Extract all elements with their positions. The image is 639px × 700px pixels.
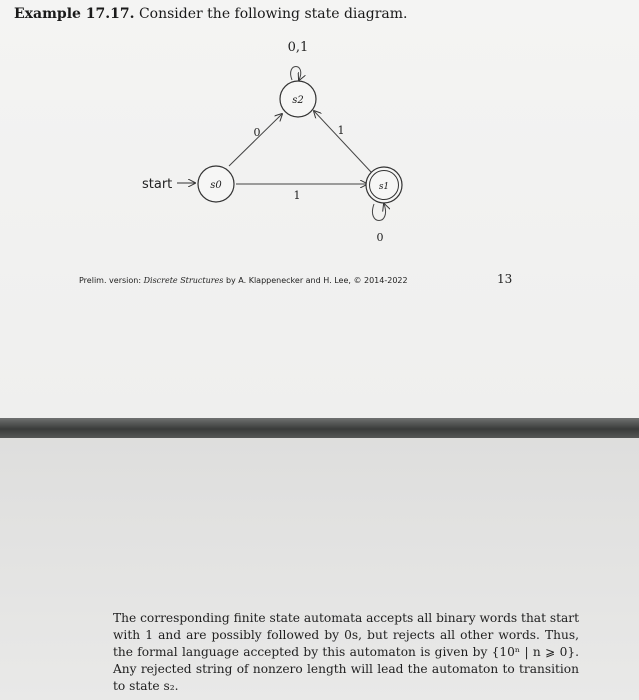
body-paragraph: The corresponding finite state automata accepts all binary words that start with 1 and are possibly followed by 0s, but rejects all other words. Thus, the formal language accepted by this automaton is given by {10ⁿ | n ⩾ 0}. Any rejected string of nonzero length will lead the automaton to transition to state s₂. — [113, 611, 579, 693]
loop-s1-label: 0 — [376, 231, 384, 244]
loop-s2-label: 0,1 — [287, 40, 309, 55]
state-s1-label: s1 — [378, 182, 390, 192]
loop-s2 — [291, 67, 301, 81]
example-label: Example 17.17. — [14, 6, 135, 22]
edge-s0-s2 — [229, 114, 282, 166]
page-divider-bar — [0, 418, 639, 438]
edge-s1-s2 — [314, 111, 371, 172]
running-footer — [79, 276, 408, 285]
footer-book-title: Discrete Structures — [143, 276, 224, 285]
start-label: start — [142, 177, 173, 192]
edge-s1-s2-label: 1 — [337, 124, 345, 137]
edge-s0-s1-label: 1 — [293, 189, 301, 202]
state-s0-label: s0 — [210, 180, 222, 191]
edge-s0-s2-label: 0 — [253, 126, 261, 139]
footer-authors: by A. Klappenecker and H. Lee, © 2014-2022 — [225, 276, 408, 285]
page-number: 13 — [497, 272, 513, 286]
loop-s1 — [372, 204, 385, 221]
example-text: Consider the following state diagram. — [138, 6, 408, 22]
footer-prefix: Prelim. version: — [79, 276, 142, 285]
state-s2-label: s2 — [292, 95, 304, 106]
state-diagram — [0, 0, 639, 300]
